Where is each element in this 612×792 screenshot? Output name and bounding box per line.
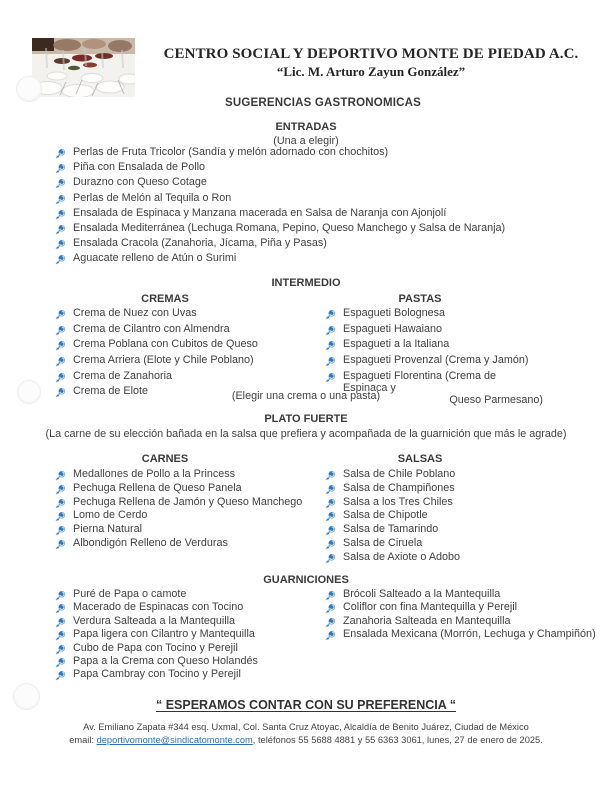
menu-item-text: Pechuga Rellena de Jamón y Queso Manchego: [73, 495, 303, 508]
rose-bullet-icon: [55, 178, 66, 189]
menu-item: [55, 192, 505, 207]
rose-bullet-icon: [55, 325, 66, 336]
menu-item-text: Piña con Ensalada de Pollo: [73, 161, 206, 174]
menu-item-text: Ensalada Cracola (Zanahoria, Jícama, Piña y Pasas): [73, 237, 327, 250]
menu-item: [55, 523, 302, 537]
rose-bullet-icon: [55, 309, 66, 320]
entradas-list: [55, 146, 505, 268]
menu-item-text: Medallones de Pollo a la Princess: [73, 468, 236, 480]
menu-item: [55, 207, 505, 222]
rose-bullet-icon: [55, 630, 66, 641]
guarniciones-right-list: [325, 588, 596, 642]
menu-item-text: Crema Poblana con Cubitos de Queso: [73, 338, 258, 351]
menu-item: [325, 601, 596, 614]
rose-bullet-icon: [55, 484, 66, 495]
menu-item-text: Perlas de Melón al Tequila o Ron: [73, 191, 232, 204]
rose-bullet-icon: [55, 644, 66, 655]
menu-item: [325, 496, 460, 510]
rose-bullet-icon: [325, 356, 336, 367]
entradas-heading: ENTRADAS: [275, 121, 337, 133]
menu-item-text: Brócoli Salteado a la Mantequilla: [343, 588, 501, 600]
menu-item-text: Salsa de Champiñones: [343, 481, 455, 494]
menu-item: [55, 601, 258, 614]
menu-item-text: Crema de Nuez con Uvas: [73, 307, 197, 319]
rose-bullet-icon: [55, 163, 66, 174]
rose-bullet-icon: [325, 309, 336, 320]
menu-item: [55, 642, 258, 655]
menu-item-text: Durazno con Queso Cotage: [73, 176, 207, 189]
rose-bullet-icon: [55, 617, 66, 628]
menu-item-text: Salsa de Chipotle: [343, 509, 428, 522]
rose-bullet-icon: [55, 356, 66, 367]
rose-bullet-icon: [325, 325, 336, 336]
menu-item-text: Perlas de Fruta Tricolor (Sandía y melón adornado con chochitos): [73, 146, 389, 158]
document-title: SUGERENCIAS GASTRONOMICAS: [224, 97, 422, 109]
rose-bullet-icon: [55, 498, 66, 509]
menu-item: [325, 509, 460, 523]
menu-item: [55, 628, 258, 641]
menu-item: [325, 551, 460, 565]
menu-item: [55, 668, 258, 681]
menu-item-text: Espagueti a la Italiana: [343, 338, 450, 351]
menu-item-text: Ensalada de Espinaca y Manzana macerada en Salsa de Naranja con Ajonjolí: [73, 206, 447, 219]
menu-item-text: Ensalada Mediterránea (Lechuga Romana, Pepino, Queso Manchego y Salsa de Naranja): [73, 221, 506, 234]
salsas-heading: SALSAS: [397, 453, 443, 465]
menu-item: [325, 354, 543, 370]
menu-item-text: Crema de Zanahoria: [73, 369, 173, 382]
menu-item: [55, 237, 505, 252]
menu-item-text: Espagueti Provenzal (Crema y Jamón): [343, 354, 529, 367]
menu-item: [325, 482, 460, 496]
menu-item: [55, 588, 258, 601]
menu-item-text: Salsa de Axiote o Adobo: [343, 550, 461, 563]
rose-bullet-icon: [325, 372, 336, 383]
rose-bullet-icon: [325, 603, 336, 614]
menu-item: [325, 307, 543, 323]
footer-slogan-text: “ ESPERAMOS CONTAR CON SU PREFERENCIA “: [155, 698, 457, 712]
menu-item-text: Albondigón Relleno de Verduras: [73, 536, 228, 549]
footer-address: Av. Emiliano Zapata #344 esq. Uxmal, Col. Santa Cruz Atoyac, Alcaldía de Benito Juárez, Ciudad de México: [83, 722, 529, 732]
menu-item-text: Salsa de Tamarindo: [343, 523, 439, 536]
menu-item-text: Coliflor con fina Mantequilla y Perejil: [343, 601, 518, 614]
org-title: CENTRO SOCIAL Y DEPORTIVO MONTE DE PIEDAD A.C.: [163, 46, 579, 62]
rose-bullet-icon: [55, 670, 66, 681]
org-subtitle: “Lic. M. Arturo Zayun González”: [276, 64, 466, 79]
rose-bullet-icon: [55, 470, 66, 481]
menu-item-text: Crema de Cilantro con Almendra: [73, 322, 230, 335]
menu-item-text: Puré de Papa o camote: [73, 588, 187, 600]
menu-item-text: Zanahoria Salteada en Mantequilla: [343, 614, 511, 627]
rose-bullet-icon: [325, 470, 336, 481]
menu-item-text: Ensalada Mexicana (Morrón, Lechuga y Champiñón): [343, 628, 596, 641]
menu-item-text: Macerado de Espinacas con Tocino: [73, 601, 244, 614]
menu-item: [55, 338, 258, 354]
rose-bullet-icon: [325, 617, 336, 628]
entradas-note: (Una a elegir): [273, 135, 339, 147]
rose-bullet-icon: [325, 539, 336, 550]
menu-item: [55, 354, 258, 370]
menu-item: [325, 628, 596, 641]
rose-bullet-icon: [55, 209, 66, 220]
menu-item: [55, 509, 302, 523]
menu-item-wrap-text: Queso Parmesano): [449, 393, 543, 406]
rose-bullet-icon: [55, 511, 66, 522]
menu-item: [325, 468, 460, 482]
cremas-list: [55, 307, 258, 401]
rose-bullet-icon: [55, 590, 66, 601]
menu-item: [325, 338, 543, 354]
carnes-list: [55, 468, 302, 551]
rose-bullet-icon: [325, 525, 336, 536]
menu-item-text: Cubo de Papa con Tocino y Perejil: [73, 641, 238, 654]
menu-item-text: Espagueti Hawaiano: [343, 322, 443, 335]
rose-bullet-icon: [325, 590, 336, 601]
menu-item-text: Papa Cambray con Tocino y Perejil: [73, 668, 241, 681]
rose-bullet-icon: [55, 148, 66, 159]
email-label: email:: [69, 735, 97, 745]
menu-item-text: Pierna Natural: [73, 523, 143, 536]
rose-bullet-icon: [325, 511, 336, 522]
carnes-heading: CARNES: [141, 453, 189, 465]
menu-item-text: Crema de Elote: [73, 385, 149, 398]
banquet-table-photo: [32, 38, 135, 97]
rose-bullet-icon: [55, 224, 66, 235]
menu-item: [55, 370, 258, 386]
menu-item-text: Espagueti Florentina (Crema de Espinaca y Queso Parmesano): [343, 369, 543, 406]
menu-item-text: Pechuga Rellena de Queso Panela: [73, 481, 242, 494]
rose-bullet-icon: [55, 603, 66, 614]
rose-bullet-icon: [55, 657, 66, 668]
cremas-heading: CREMAS: [141, 293, 189, 305]
menu-item: [55, 468, 302, 482]
email-link[interactable]: deportivomonte@sindicatomonte.com: [96, 735, 253, 745]
punch-hole-middle: [17, 380, 41, 404]
menu-item-text: Crema Arriera (Elote y Chile Poblano): [73, 354, 254, 367]
punch-hole-bottom: [13, 683, 40, 710]
intermedio-note: (Elegir una crema o una pasta): [231, 390, 381, 402]
menu-item: [325, 615, 596, 628]
rose-bullet-icon: [55, 340, 66, 351]
rose-bullet-icon: [55, 194, 66, 205]
menu-item: [55, 307, 258, 323]
menu-item-text: Salsa a los Tres Chiles: [343, 495, 453, 508]
menu-item: [55, 615, 258, 628]
rose-bullet-icon: [325, 553, 336, 564]
pastas-heading: PASTAS: [398, 293, 442, 305]
footer-slogan: [0, 698, 612, 712]
intermedio-heading: INTERMEDIO: [271, 277, 341, 289]
rose-bullet-icon: [55, 254, 66, 265]
menu-item: [325, 537, 460, 551]
menu-item: [55, 482, 302, 496]
menu-item: [55, 323, 258, 339]
menu-item: [55, 496, 302, 510]
menu-item-text: Verdura Salteada a la Mantequilla: [73, 614, 236, 627]
rose-bullet-icon: [325, 498, 336, 509]
salsas-list: [325, 468, 460, 565]
menu-item: [55, 252, 505, 267]
guarniciones-heading: GUARNICIONES: [263, 574, 349, 586]
menu-item: [55, 222, 505, 237]
menu-item: [325, 323, 543, 339]
menu-item-text: Espagueti Bolognesa: [343, 307, 446, 319]
menu-item: [55, 176, 505, 191]
menu-item: [55, 655, 258, 668]
menu-item-text: Papa ligera con Cilantro y Mantequilla: [73, 628, 255, 641]
plato-fuerte-note: (La carne de su elección bañada en la salsa que prefiera y acompañada de la guarnición que más le agrade): [45, 428, 567, 440]
plato-fuerte-heading: PLATO FUERTE: [264, 413, 348, 425]
letterhead: [140, 46, 602, 79]
menu-item: [55, 537, 302, 551]
menu-item: [325, 588, 596, 601]
punch-hole-top: [16, 76, 42, 102]
rose-bullet-icon: [325, 340, 336, 351]
menu-item-text: Papa a la Crema con Queso Holandés: [73, 654, 258, 667]
menu-item-text: Salsa de Chile Poblano: [343, 468, 456, 480]
menu-item-text: Lomo de Cerdo: [73, 509, 148, 522]
rose-bullet-icon: [55, 525, 66, 536]
rose-bullet-icon: [55, 372, 66, 383]
footer-contact-text: , teléfonos 55 5688 4881 y 55 6363 3061, lunes, 27 de enero de 2025.: [252, 735, 543, 745]
rose-bullet-icon: [325, 630, 336, 641]
guarniciones-left-list: [55, 588, 258, 682]
menu-item: [55, 146, 505, 161]
rose-bullet-icon: [55, 539, 66, 550]
menu-item: [325, 523, 460, 537]
menu-item-text: Salsa de Ciruela: [343, 536, 423, 549]
rose-bullet-icon: [55, 239, 66, 250]
menu-item: [55, 161, 505, 176]
menu-item-text: Aguacate relleno de Atún o Surimi: [73, 252, 237, 265]
footer-contact-line: [0, 735, 612, 745]
rose-bullet-icon: [325, 484, 336, 495]
